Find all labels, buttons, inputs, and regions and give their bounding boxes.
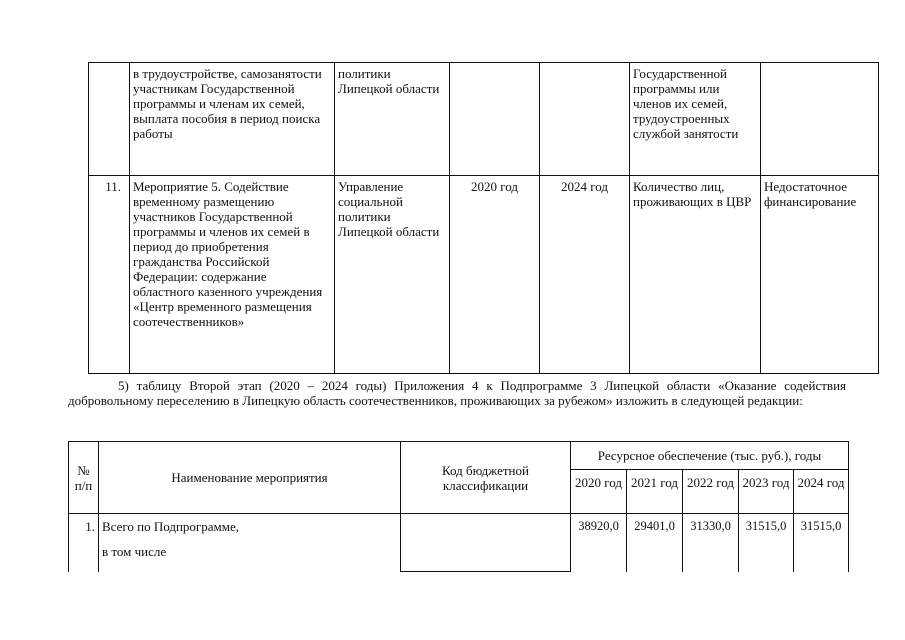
executor: Управление социальной политики Липецкой области xyxy=(335,176,450,374)
activities-table xyxy=(88,62,879,374)
risk: Недостаточное финансирование xyxy=(761,176,879,374)
value-2021: 29401,0 xyxy=(627,514,683,572)
end-date xyxy=(540,63,630,176)
table-row xyxy=(69,514,849,572)
value-2023: 31515,0 xyxy=(739,514,794,572)
value-2024: 31515,0 xyxy=(794,514,849,572)
event-name-line1: Всего по Подпрограмме, xyxy=(102,519,239,534)
header-resources: Ресурсное обеспечение (тыс. руб.), годы xyxy=(571,442,849,470)
row-number xyxy=(89,63,130,176)
start-date: 2020 год xyxy=(450,176,540,374)
row-number: 1. xyxy=(69,514,99,572)
event-name xyxy=(99,514,401,572)
paragraph-text: 5) таблицу Второй этап (2020 – 2024 годы) Приложения 4 к Подпрограмме 3 Липецкой области «Оказание содействия добровольному переселению в Липецкую область соотечественников, проживающих за рубежом» изложить в следующей редакции: xyxy=(68,378,846,408)
event-name-line2: в том числе xyxy=(102,544,167,559)
executor: политики Липецкой области xyxy=(335,63,450,176)
start-date xyxy=(450,63,540,176)
year-2020: 2020 год xyxy=(571,470,627,514)
value-2020: 38920,0 xyxy=(571,514,627,572)
header-code: Код бюджетной классификации xyxy=(401,442,571,514)
table-row xyxy=(89,176,879,374)
budget-code xyxy=(401,514,571,572)
indicator: Количество лиц, проживающих в ЦВР xyxy=(630,176,761,374)
event-description: в трудоустройстве, самозанятости участникам Государственной программы и членам их семей, выплата пособия в период поиска работы xyxy=(130,63,335,176)
indicator: Государственной программы или членов их семей, трудоустроенных службой занятости xyxy=(630,63,761,176)
end-date: 2024 год xyxy=(540,176,630,374)
event-description: Мероприятие 5. Содействие временному размещению участников Государственной программы и членов их семей в период до приобретения гражданства Российской Федерации: содержание областного казенного учреждения «Центр временного размещения соотечественников» xyxy=(130,176,335,374)
header-name: Наименование мероприятия xyxy=(99,442,401,514)
value-2022: 31330,0 xyxy=(683,514,739,572)
header-number: № п/п xyxy=(69,442,99,514)
table-row xyxy=(89,63,879,176)
header-row xyxy=(69,442,849,470)
risk xyxy=(761,63,879,176)
year-2023: 2023 год xyxy=(739,470,794,514)
resources-table xyxy=(68,441,849,572)
year-2022: 2022 год xyxy=(683,470,739,514)
year-2021: 2021 год xyxy=(627,470,683,514)
row-number: 11. xyxy=(89,176,130,374)
year-2024: 2024 год xyxy=(794,470,849,514)
instruction-paragraph xyxy=(68,378,846,408)
